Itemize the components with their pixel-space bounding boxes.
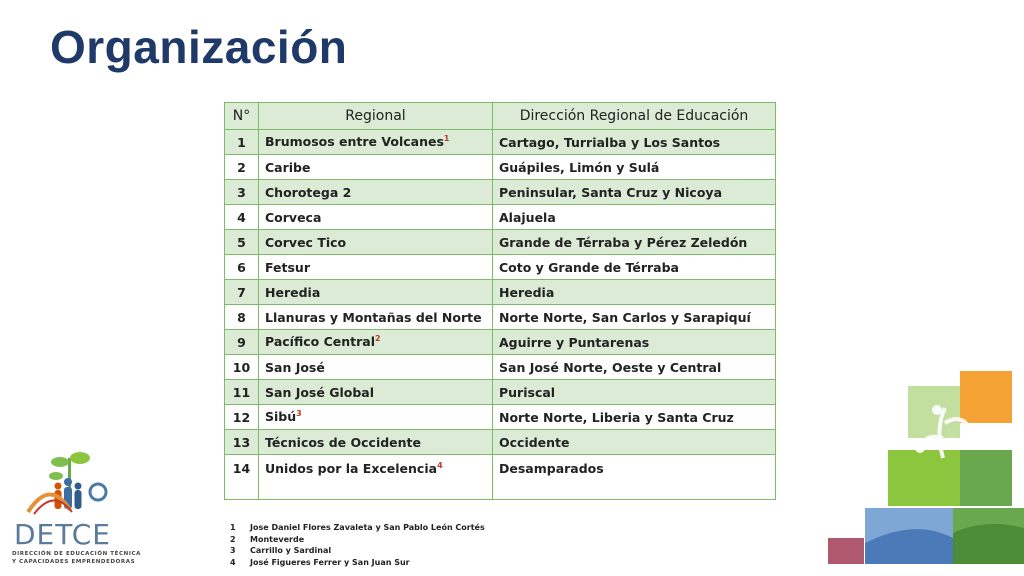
row-number: 12 (225, 405, 259, 430)
logo-subtitle-line2: Y CAPACIDADES EMPRENDEDORAS (12, 559, 136, 565)
row-regional (259, 155, 493, 180)
row-regional (259, 430, 493, 455)
footnote-text: José Figueres Ferrer y San Juan Sur (250, 557, 410, 567)
row-number: 5 (225, 230, 259, 255)
row-direccion: Peninsular, Santa Cruz y Nicoya (493, 180, 776, 205)
row-regional (259, 230, 493, 255)
regional-name: San José (265, 359, 325, 375)
footnotes (230, 522, 485, 568)
row-direccion: Grande de Térraba y Pérez Zeledón (493, 230, 776, 255)
table-row (225, 255, 776, 280)
footnote-number: 4 (230, 557, 236, 567)
footnote-item (230, 534, 485, 546)
row-number: 9 (225, 330, 259, 355)
footnote-number: 3 (230, 546, 236, 555)
row-number: 7 (225, 280, 259, 305)
row-direccion: Cartago, Turrialba y Los Santos (493, 130, 776, 155)
table-row (225, 455, 776, 500)
logo-name: DETCE (14, 518, 111, 551)
row-direccion: San José Norte, Oeste y Central (493, 355, 776, 380)
table-row (225, 330, 776, 355)
row-regional (259, 280, 493, 305)
footnote-number: 1 (230, 523, 236, 532)
leaf-icon (70, 452, 90, 464)
regional-name: Heredia (265, 284, 321, 300)
row-regional (259, 455, 493, 500)
footnote-marker: 3 (296, 409, 302, 419)
regional-name: Brumosos entre Volcanes (265, 134, 444, 150)
row-direccion: Norte Norte, San Carlos y Sarapiquí (493, 305, 776, 330)
footnote-text: Monteverde (250, 534, 305, 544)
row-number: 8 (225, 305, 259, 330)
header-num: N° (225, 103, 259, 130)
footnote-item (230, 545, 485, 557)
regional-name: Caribe (265, 159, 311, 175)
regional-name: Sibú (265, 409, 297, 425)
footnote-marker: 1 (443, 134, 450, 144)
row-regional (259, 355, 493, 380)
table-row (225, 430, 776, 455)
footnote-marker: 2 (374, 334, 381, 344)
decorative-squares (825, 368, 1024, 576)
table-row (225, 205, 776, 230)
page-title: Organización (50, 21, 348, 73)
regional-name: Corvec Tico (265, 234, 347, 250)
row-regional (259, 180, 493, 205)
regional-name: Chorotega 2 (265, 184, 352, 200)
green-square (888, 450, 960, 506)
row-number: 6 (225, 255, 259, 280)
row-direccion: Desamparados (493, 455, 776, 500)
table-row (225, 130, 776, 155)
regional-name: San José Global (265, 384, 374, 400)
row-number: 13 (225, 430, 259, 455)
leaf-icon (49, 472, 63, 480)
footnote-text: Carrillo y Sardinal (250, 546, 332, 555)
row-direccion: Puriscal (493, 380, 776, 405)
row-direccion: Guápiles, Limón y Sulá (493, 155, 776, 180)
table-row (225, 355, 776, 380)
dark-green-square (960, 450, 1012, 506)
row-regional (259, 330, 493, 355)
row-regional (259, 255, 493, 280)
row-direccion: Aguirre y Puntarenas (493, 330, 776, 355)
footnote-text: Jose Daniel Flores Zavaleta y San Pablo León Cortés (250, 523, 485, 532)
regional-name: Pacífico Central (265, 334, 375, 350)
row-number: 2 (225, 155, 259, 180)
footnote-marker: 4 (437, 461, 443, 470)
table-row (225, 155, 776, 180)
person-icon (75, 483, 82, 490)
orange-square (960, 371, 1012, 423)
person-icon (55, 483, 62, 490)
organization-table (224, 102, 776, 500)
leaf-icon (51, 457, 69, 467)
row-number: 4 (225, 205, 259, 230)
table-row (225, 405, 776, 430)
logo-subtitle (12, 550, 141, 566)
footnote-number: 2 (230, 534, 236, 544)
table-row (225, 230, 776, 255)
row-direccion: Norte Norte, Liberia y Santa Cruz (493, 405, 776, 430)
header-regional: Regional (259, 103, 493, 130)
row-direccion: Occidente (493, 430, 776, 455)
regional-name: Corveca (265, 209, 322, 225)
row-regional (259, 380, 493, 405)
table-row (225, 180, 776, 205)
rose-square (828, 538, 864, 564)
row-number: 1 (225, 130, 259, 155)
table-row (225, 380, 776, 405)
table-row (225, 280, 776, 305)
logo-subtitle-line1: DIRECCIÓN DE EDUCACIÓN TÉCNICA (12, 551, 141, 557)
gear-icon (90, 484, 106, 500)
row-direccion: Heredia (493, 280, 776, 305)
regional-name: Técnicos de Occidente (265, 434, 422, 450)
header-direccion: Dirección Regional de Educación (493, 103, 776, 130)
row-number: 11 (225, 380, 259, 405)
row-number: 3 (225, 180, 259, 205)
regional-name: Llanuras y Montañas del Norte (265, 309, 482, 325)
row-direccion: Coto y Grande de Térraba (493, 255, 776, 280)
row-regional (259, 205, 493, 230)
row-regional (259, 305, 493, 330)
row-direccion: Alajuela (493, 205, 776, 230)
regional-name: Fetsur (265, 259, 310, 275)
table-header-row (225, 103, 776, 130)
footnote-item (230, 522, 485, 534)
row-number: 10 (225, 355, 259, 380)
row-regional (259, 130, 493, 155)
row-number: 14 (225, 455, 259, 500)
regional-name: Unidos por la Excelencia (265, 461, 438, 477)
table-row (225, 305, 776, 330)
footnote-item (230, 557, 485, 569)
person-icon (64, 478, 72, 486)
row-regional (259, 405, 493, 430)
